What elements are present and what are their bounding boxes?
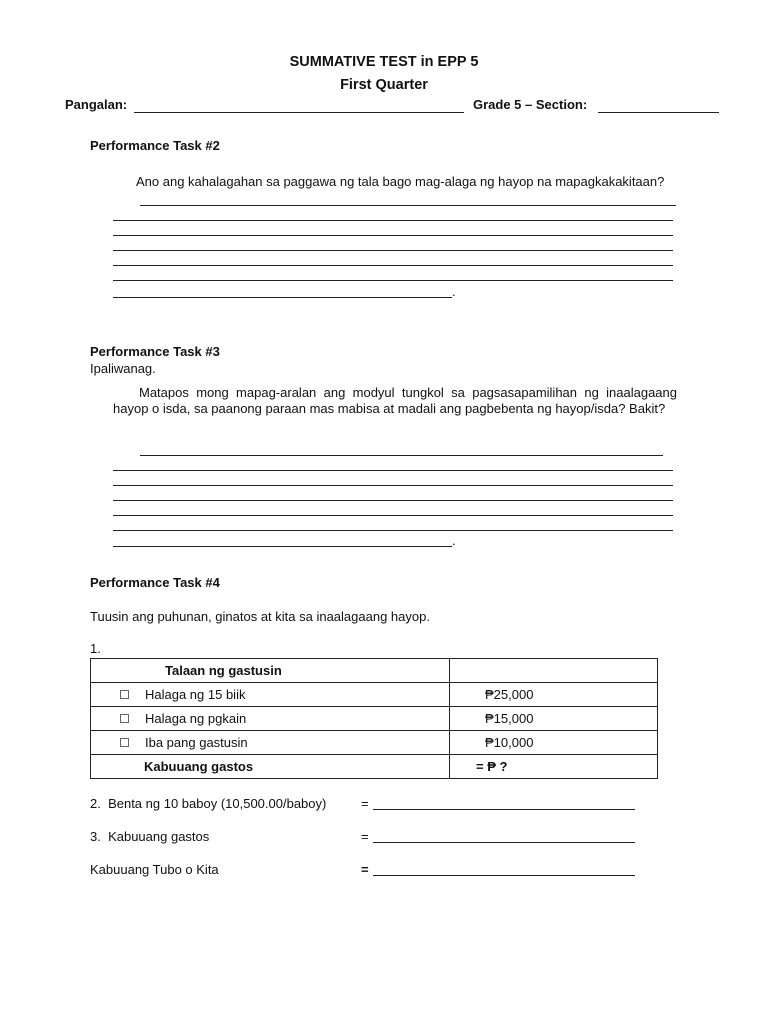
grade-section-label: Grade 5 – Section: bbox=[473, 97, 588, 112]
equals-sign: = bbox=[361, 796, 369, 811]
page-subtitle: First Quarter bbox=[340, 77, 428, 93]
table-row bbox=[91, 707, 658, 731]
total-label: Kabuuang gastos bbox=[91, 755, 450, 779]
checkbox[interactable] bbox=[120, 714, 129, 723]
item3-answer-line[interactable] bbox=[373, 842, 635, 843]
line-end-period: . bbox=[452, 533, 456, 548]
answer-line[interactable] bbox=[113, 500, 673, 501]
table-header: Talaan ng gastusin bbox=[91, 659, 450, 683]
checkbox[interactable] bbox=[120, 738, 129, 747]
task3-instruction: Ipaliwanag. bbox=[90, 361, 156, 376]
row-amount: ₱10,000 bbox=[450, 731, 658, 755]
task3-question: Matapos mong mapag-aralan ang modyul tungkol sa pagsasapamilihan ng inaalagaang hayop o isda, sa paanong paraan mas mabisa at madali ang pagbebenta ng hayop/isda? Bakit? bbox=[113, 385, 677, 416]
checkbox[interactable] bbox=[120, 690, 129, 699]
section-field[interactable] bbox=[598, 112, 719, 113]
profit-label: Kabuuang Tubo o Kita bbox=[90, 862, 219, 877]
profit-answer-line[interactable] bbox=[373, 875, 635, 876]
row-amount: ₱25,000 bbox=[450, 683, 658, 707]
item2-label: 2. Benta ng 10 baboy (10,500.00/baboy) bbox=[90, 796, 327, 811]
row-label: Halaga ng 15 biik bbox=[145, 687, 246, 702]
task2-heading: Performance Task #2 bbox=[90, 138, 220, 153]
answer-line[interactable] bbox=[113, 235, 673, 236]
row-amount: ₱15,000 bbox=[450, 707, 658, 731]
answer-line[interactable] bbox=[113, 220, 673, 221]
table-row bbox=[91, 731, 658, 755]
item2-answer-line[interactable] bbox=[373, 809, 635, 810]
table-row bbox=[91, 683, 658, 707]
answer-line[interactable] bbox=[113, 485, 673, 486]
task4-heading: Performance Task #4 bbox=[90, 575, 220, 590]
row-label: Iba pang gastusin bbox=[145, 735, 248, 750]
answer-line[interactable] bbox=[113, 265, 673, 266]
answer-line[interactable] bbox=[113, 530, 673, 531]
name-label: Pangalan: bbox=[65, 97, 128, 112]
task3-heading: Performance Task #3 bbox=[90, 344, 220, 359]
total-value: = ₱ ? bbox=[450, 755, 658, 779]
task2-question: Ano ang kahalagahan sa paggawa ng tala bago mag-alaga ng hayop na mapagkakakitaan? bbox=[136, 174, 665, 189]
item1-number: 1. bbox=[90, 641, 101, 656]
line-end-period: . bbox=[452, 284, 456, 299]
expense-table bbox=[90, 658, 658, 779]
answer-line[interactable] bbox=[140, 205, 676, 206]
row-label: Halaga ng pgkain bbox=[145, 711, 247, 726]
answer-line[interactable] bbox=[113, 515, 673, 516]
equals-sign: = bbox=[361, 829, 369, 844]
answer-line[interactable] bbox=[140, 455, 663, 456]
answer-line[interactable] bbox=[113, 280, 673, 281]
name-field[interactable] bbox=[134, 112, 464, 113]
answer-line[interactable] bbox=[113, 470, 673, 471]
table-header-row bbox=[91, 659, 658, 683]
equals-sign: = bbox=[361, 862, 369, 877]
task4-instruction: Tuusin ang puhunan, ginatos at kita sa inaalagaang hayop. bbox=[90, 609, 430, 624]
table-total-row bbox=[91, 755, 658, 779]
page-title: SUMMATIVE TEST in EPP 5 bbox=[289, 54, 479, 70]
table-header-empty bbox=[450, 659, 658, 683]
answer-line[interactable] bbox=[113, 297, 452, 298]
item3-label: 3. Kabuuang gastos bbox=[90, 829, 210, 844]
answer-line[interactable] bbox=[113, 546, 452, 547]
answer-line[interactable] bbox=[113, 250, 673, 251]
